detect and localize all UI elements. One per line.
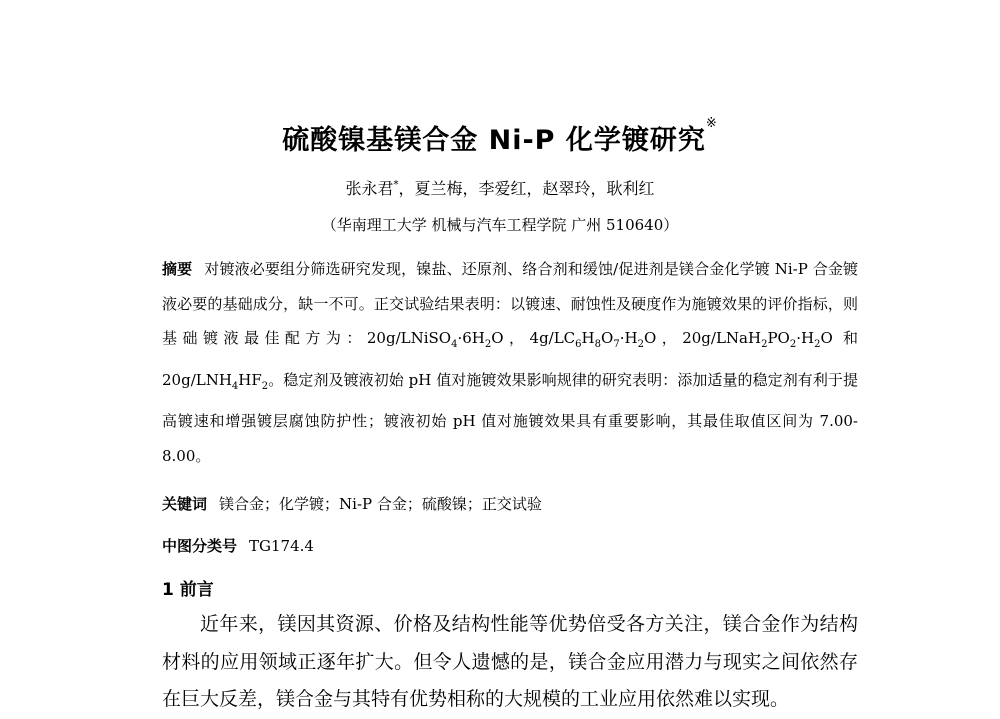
classification-text: TG174.4 [249,537,314,555]
abstract-text: O 和 20g/LNH [162,329,859,389]
keywords [162,493,542,514]
classification-number [162,535,314,556]
subscript: 2 [814,339,821,351]
abstract-text: PO [767,329,790,348]
classification-label: 中图分类号 [162,537,238,555]
corresponding-mark: * [393,179,399,191]
other-authors: ，夏兰梅，李爱红，赵翠玲，耿利红 [398,179,655,198]
abstract-text: HF [238,370,262,389]
keywords-text: 镁合金；化学镀；Ni-P 合金；硫酸镍；正交试验 [219,495,542,513]
author-list [0,176,1000,199]
abstract-text: O，4g/LC [491,329,576,348]
subscript: 2 [637,339,644,351]
first-author: 张永君 [345,179,394,198]
abstract-text: H [581,329,595,348]
abstract-text: ·H [619,329,638,348]
body-paragraph: 近年来，镁因其资源、价格及结构性能等优势倍受各方关注，镁合金作为结构材料的应用领域正逐年扩大。但令人遗憾的是，镁合金应用潜力与现实之间依然存在巨大反差，镁合金与其特有优势相称的大规模的工业应用依然难以实现。 [162,613,858,710]
section-heading: 1 前言 [162,580,214,600]
title-footnote-mark: ※ [705,116,718,131]
subscript: 7 [613,339,620,351]
abstract-text: ·H [796,329,815,348]
subscript: 4 [231,380,239,392]
subscript: 2 [761,339,768,351]
title-text: 硫酸镍基镁合金 Ni-P 化学镀研究 [282,125,706,156]
subscript: 4 [451,339,458,351]
paper-title [0,118,1000,157]
keywords-label: 关键词 [162,495,208,513]
abstract-text: O [601,329,614,348]
subscript: 8 [594,339,602,351]
affiliation: （华南理工大学 机械与汽车工程学院 广州 510640） [321,216,679,234]
subscript: 2 [261,380,269,392]
subscript: 2 [484,339,492,351]
abstract [162,252,858,474]
abstract-text: ·6H [457,329,485,348]
abstract-text: 对镀液必要组分筛选研究发现，镍盐、还原剂、络合剂和缓蚀/促进剂是镁合金化学镀 Ni-P 合金镀液必要的基础成分，缺一不可。正交试验结果表明：以镀速、耐蚀性及硬度作为施镀效果的评价指标，则基础镀液最佳配方为：20g/LNiSO [162,260,858,348]
subscript: 6 [575,339,582,351]
subscript: 2 [789,339,797,351]
abstract-text: 。稳定剂及镀液初始 pH 值对施镀效果影响规律的研究表明：添加适量的稳定剂有利于提高镀速和增强镀层腐蚀防护性；镀液初始 pH 值对施镀效果具有重要影响，其最佳取值区间为 7.00-8.00。 [162,370,858,465]
abstract-label: 摘要 [162,260,193,278]
abstract-text: O，20g/LNaH [643,329,762,348]
